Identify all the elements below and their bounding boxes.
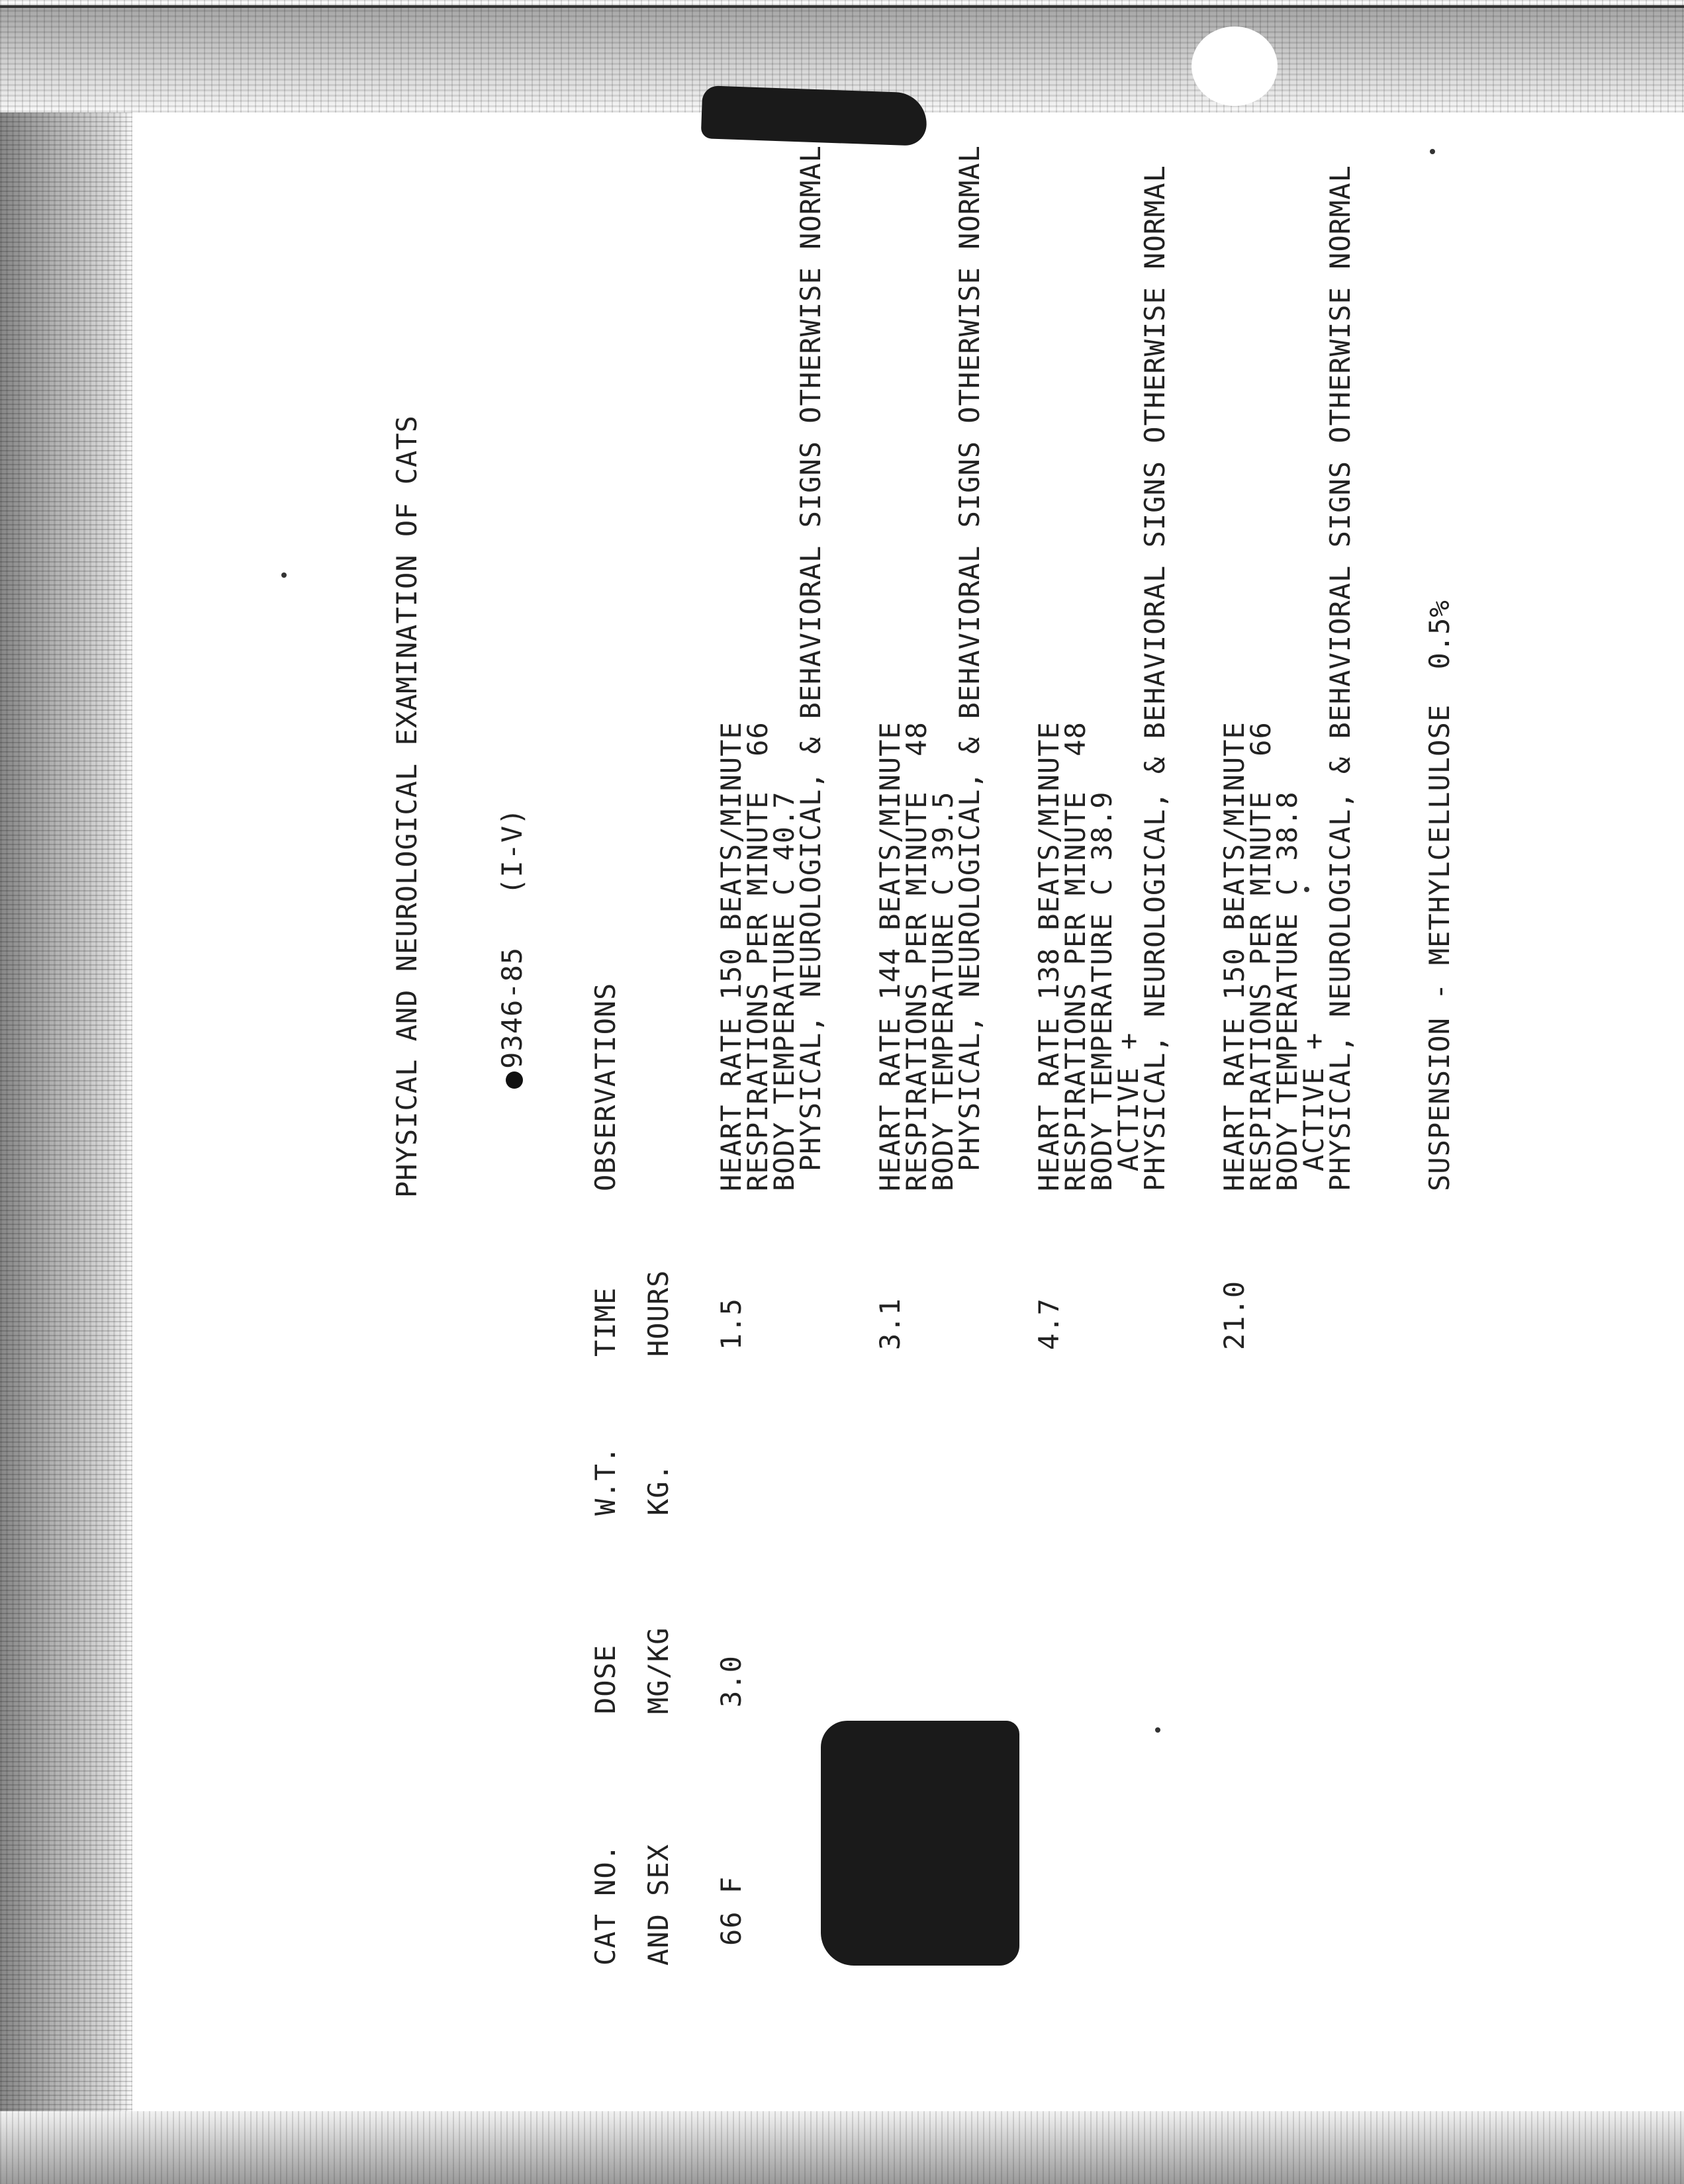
scan-border-left <box>0 0 132 2184</box>
obs-respirations: RESPIRATIONS PER MINUTE 66 <box>741 721 774 1191</box>
obs-respirations: RESPIRATIONS PER MINUTE 48 <box>1059 721 1092 1191</box>
document-body <box>212 33 1536 2019</box>
study-number: 9346-85 <box>496 946 528 1069</box>
dose-value: 3.0 <box>715 1655 747 1707</box>
time-value: 21.0 <box>1218 1280 1250 1350</box>
obs-body-temperature: BODY TEMPERATURE C 39.5 <box>927 791 959 1191</box>
study-id <box>463 808 561 1158</box>
obs-body-temperature: BODY TEMPERATURE C 40.7 <box>768 791 800 1191</box>
obs-heart-rate: HEART RATE 138 BEATS/MINUTE <box>1033 721 1065 1191</box>
cat-id-sex: 66 F <box>715 1876 747 1946</box>
obs-heart-rate: HEART RATE 144 BEATS/MINUTE <box>874 721 906 1191</box>
header-kg: KG. <box>642 1463 675 1516</box>
obs-activity: ACTIVE + <box>1297 1032 1330 1171</box>
time-value: 4.7 <box>1033 1298 1065 1350</box>
header-hours: HOURS <box>642 1269 675 1357</box>
obs-body-temperature: BODY TEMPERATURE C 38.9 <box>1086 791 1118 1191</box>
obs-signs: PHYSICAL, NEUROLOGICAL, & BEHAVIORAL SIGNS OTHERWISE NORMAL <box>953 145 986 1171</box>
bullet-icon <box>506 1071 523 1089</box>
obs-heart-rate: HEART RATE 150 BEATS/MINUTE <box>1218 721 1250 1191</box>
header-wt: W.T. <box>589 1445 622 1516</box>
header-observations: OBSERVATIONS <box>589 982 622 1191</box>
obs-heart-rate: HEART RATE 150 BEATS/MINUTE <box>715 721 747 1191</box>
header-cat-no: CAT NO. <box>589 1843 622 1966</box>
obs-signs: PHYSICAL, NEUROLOGICAL, & BEHAVIORAL SIGNS OTHERWISE NORMAL <box>794 145 827 1171</box>
header-time: TIME <box>589 1287 622 1357</box>
header-dose: DOSE <box>589 1644 622 1714</box>
obs-signs: PHYSICAL, NEUROLOGICAL, & BEHAVIORAL SIGNS OTHERWISE NORMAL <box>1324 165 1356 1191</box>
obs-body-temperature: BODY TEMPERATURE C 38.8 <box>1271 791 1303 1191</box>
document-title: PHYSICAL AND NEUROLOGICAL EXAMINATION OF CATS <box>391 415 423 1198</box>
obs-respirations: RESPIRATIONS PER MINUTE 66 <box>1244 721 1277 1191</box>
obs-signs: PHYSICAL, NEUROLOGICAL, & BEHAVIORAL SIGNS OTHERWISE NORMAL <box>1139 165 1171 1191</box>
time-value: 1.5 <box>715 1298 747 1350</box>
obs-activity: ACTIVE + <box>1112 1032 1145 1171</box>
obs-respirations: RESPIRATIONS PER MINUTE 48 <box>900 721 933 1191</box>
scan-border-bottom <box>0 2111 1684 2184</box>
suspension-note: SUSPENSION - METHYLCELLULOSE 0.5% <box>1423 600 1456 1191</box>
study-group: (I-V) <box>496 807 528 895</box>
header-and-sex: AND SEX <box>642 1843 675 1966</box>
scan-top-rule <box>0 5 1684 8</box>
time-value: 3.1 <box>874 1298 906 1350</box>
header-mg-kg: MG/KG <box>642 1627 675 1714</box>
